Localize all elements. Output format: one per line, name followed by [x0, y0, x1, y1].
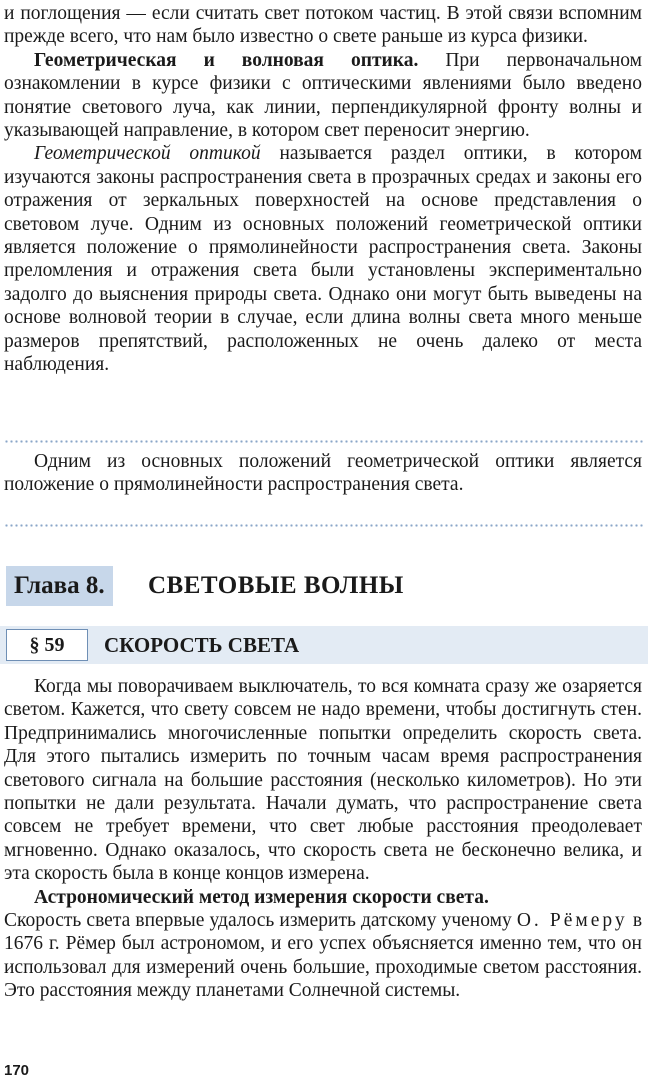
speed-paragraph-1: Когда мы поворачиваем выключатель, то вся комната сразу же озаряется светом. Кажется, что свету совсем не надо времени, чтобы достигнуть стен. Предпринимались многочисленные попытки определить скорость света. Для этого пытались измерить по точным часам время распространения светового сигнала на большие расстояния (несколько километров). Но эти попытки не дали результата. Начали думать, что распространение света совсем не требует времени, что свет любые расстояния преодолевает мгновенно. Однако оказалось, что скорость света не бесконечно велика, и эта скорость была в конце концов измерена.	[4, 676, 642, 885]
intro-paragraph: и поглощения — если считать свет потоком частиц. В этой связи вспомним прежде всего, что нам было известно о свете раньше из курса физики.	[4, 3, 642, 48]
summary-box	[4, 450, 642, 497]
section-number: § 59	[6, 629, 88, 661]
geom-optics-definition-text: называется раздел оптики, в котором изучаются законы распространения света в прозрачных средах и законы его отражения от зеркальных поверхностей на основе представления о световом луче. Одним из основных положений геометрической оптики является положение о прямолинейности распространения света. Законы преломления и отражения света были установлены экспериментально задолго до выяснения природы света. Однако они могут быть выведены на основе волновой теории в случае, если длина волны света много меньше размеров препятствий, расположенных не очень далеко от места наблюдения.	[4, 143, 642, 376]
section-title: СКОРОСТЬ СВЕТА	[104, 633, 300, 657]
speed-paragraph-2	[4, 909, 642, 1003]
summary-top-rule	[4, 440, 644, 443]
scientist-name: О. Рёмеру	[516, 910, 628, 932]
geom-optics-term: Геометрической оптикой	[34, 143, 261, 165]
speed-paragraph-2-start: Скорость света впервые удалось измерить датскому ученому	[4, 910, 512, 932]
section-header	[0, 626, 648, 664]
summary-bottom-rule	[4, 524, 644, 527]
geom-optics-text: При первоначальном ознакомлении в курсе физики с оптическими явлениями было введено понятие светового луча, как линии, перпендикулярной фронту волны и указывающей направление, в котором свет переносит энергию.	[4, 49, 642, 142]
speed-paragraph-2-end: в 1676 г. Рёмер был астрономом, и его успех объясняется именно тем, что он использовал для измерений очень большие, проходимые светом расстояния. Это расстояния между планетами Солнечной системы.	[4, 910, 643, 1002]
astronomical-method-heading: Астрономический метод измерения скорости света.	[34, 886, 489, 908]
chapter-label: Глава 8.	[6, 566, 113, 606]
summary-text: Одним из основных положений геометрической оптики является положение о прямолинейности распространения света.	[4, 451, 642, 496]
speed-of-light-block	[4, 675, 642, 1003]
geom-optics-paragraph	[4, 49, 642, 143]
astronomical-method-heading-line	[4, 886, 642, 909]
geom-optics-definition	[4, 142, 642, 376]
intro-block	[4, 2, 642, 377]
chapter-title: СВЕТОВЫЕ ВОЛНЫ	[148, 572, 404, 599]
chapter-header	[0, 558, 648, 610]
geom-optics-heading: Геометрическая и волновая оптика.	[34, 49, 419, 71]
page-number: 170	[4, 1062, 30, 1079]
